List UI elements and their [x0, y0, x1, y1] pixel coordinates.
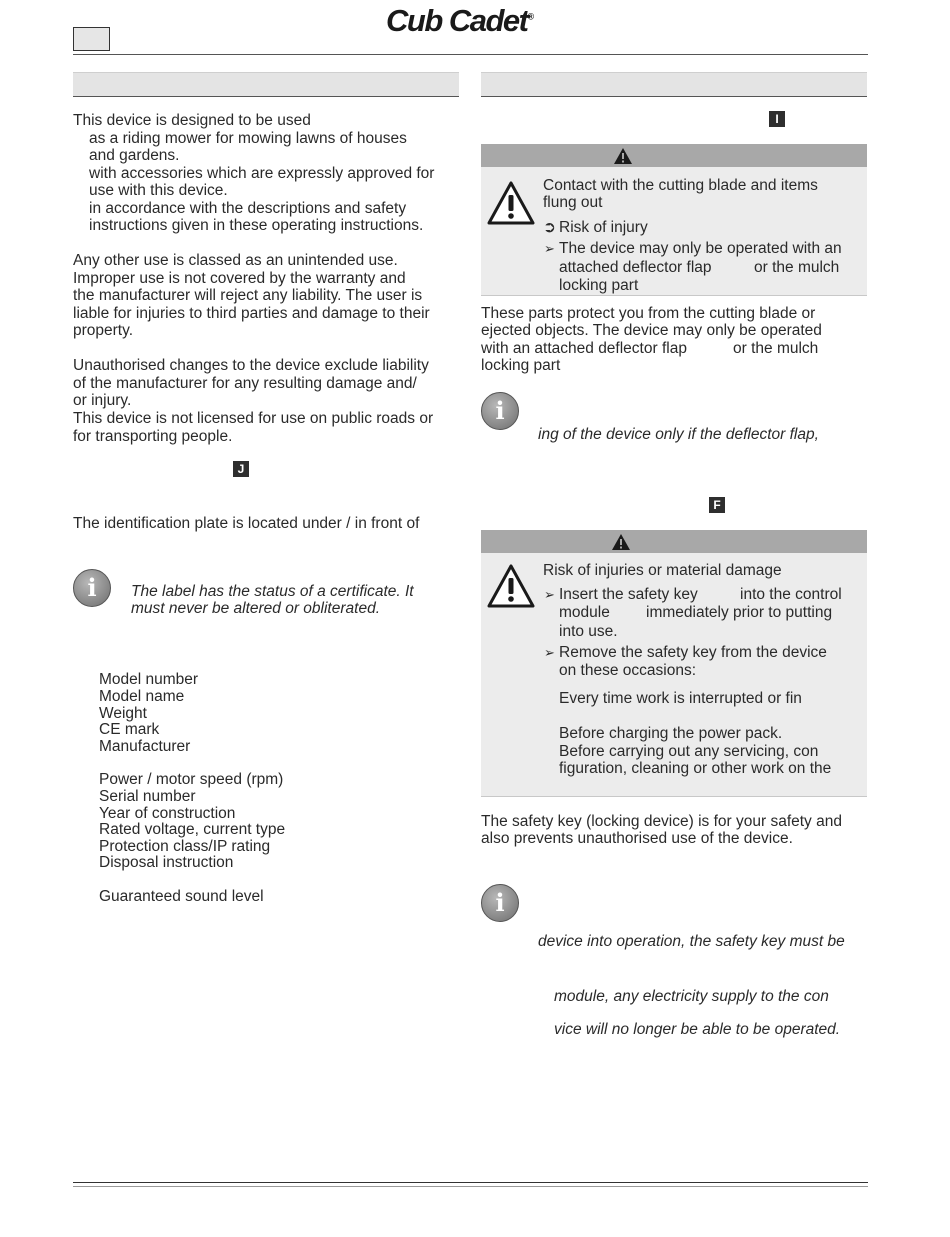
warning-action-text: locking part: [559, 277, 639, 294]
warning-key-action: module: [559, 604, 610, 621]
brand-logo: Cub Cadet®: [386, 3, 535, 38]
warning-key-line: Risk of injuries or material damage: [543, 562, 782, 579]
warning-action-text: attached deflector flap: [559, 259, 712, 276]
unintended-use-text: the manufacturer will reject any liability. The user is: [73, 287, 423, 304]
info-note-safety-key: module, any electricity supply to the con: [554, 988, 829, 1005]
liability-text: Unauthorised changes to the device exclude liability: [73, 357, 429, 374]
warning-action-text: The device may only be operated with an: [559, 240, 842, 257]
unintended-use-text: Any other use is classed as an unintended use.: [73, 252, 398, 269]
protective-parts-text: locking part: [481, 357, 561, 374]
plate-item: Serial number: [99, 788, 196, 805]
plate-item: Rated voltage, current type: [99, 821, 286, 838]
info-note-certificate: must never be altered or obliterated.: [131, 600, 380, 617]
warning-key-occasion: figuration, cleaning or other work on the: [559, 760, 832, 777]
safety-key-text: also prevents unauthorised use of the device.: [481, 830, 793, 847]
plate-item: Weight: [99, 705, 147, 722]
warning-key-action: into the control: [740, 586, 842, 603]
info-note-certificate: The label has the status of a certificate. It: [131, 583, 414, 600]
warning-key-action: into use.: [559, 623, 618, 640]
intended-use-intro: This device is designed to be used: [73, 112, 311, 129]
safety-key-text: The safety key (locking device) is for your safety and: [481, 813, 842, 830]
use-bullet: use with this device.: [89, 182, 228, 199]
info-icon: i: [481, 392, 519, 430]
liability-text: or injury.: [73, 392, 132, 409]
risk-of-injury-text: Risk of injury: [559, 219, 648, 236]
risk-marker: ➲: [543, 219, 556, 236]
info-note-safety-key: vice will no longer be able to be operated.: [554, 1021, 841, 1038]
header-rule: [73, 54, 868, 55]
identification-plate-text: The identification plate is located under / in front of: [73, 515, 420, 532]
warning-key-occasion: Before carrying out any servicing, con: [559, 743, 819, 760]
warning-triangle-icon: [611, 533, 631, 551]
plate-item: Year of construction: [99, 805, 236, 822]
plate-item: Power / motor speed (rpm): [99, 771, 284, 788]
unintended-use-text: liable for injuries to third parties and damage to their: [73, 305, 430, 322]
warning-key-occasion: Every time work is interrupted or fin: [559, 690, 802, 707]
footer-rule: [73, 1182, 868, 1183]
warning-key-action: Insert the safety key: [559, 586, 698, 603]
use-bullet: and gardens.: [89, 147, 180, 164]
use-bullet: instructions given in these operating instructions.: [89, 217, 424, 234]
warning-blade-line: Contact with the cutting blade and items: [543, 177, 818, 194]
warning-sign-icon: [487, 564, 535, 608]
plate-item: Manufacturer: [99, 738, 191, 755]
warning-header: [481, 530, 867, 553]
protective-parts-text: or the mulch: [733, 340, 819, 357]
warning-blade-line: flung out: [543, 194, 603, 211]
warning-key-action: on these occasions:: [559, 662, 697, 679]
info-icon: i: [73, 569, 111, 607]
action-marker: ➢: [544, 241, 555, 256]
figure-badge-j: J: [233, 461, 249, 477]
unintended-use-text: property.: [73, 322, 134, 339]
warning-triangle-icon: [613, 147, 633, 165]
warning-sign-icon: [487, 181, 535, 225]
warning-action-text: or the mulch: [754, 259, 840, 276]
protective-parts-text: ejected objects. The device may only be operated: [481, 322, 822, 339]
plate-item: Model number: [99, 671, 199, 688]
left-section-heading-bar: [73, 72, 459, 97]
figure-badge-f: F: [709, 497, 725, 513]
info-note-deflector: ing of the device only if the deflector flap,: [538, 426, 819, 443]
use-bullet: with accessories which are expressly approved for: [89, 165, 435, 182]
warning-header: [481, 144, 867, 167]
liability-text: This device is not licensed for use on public roads or: [73, 410, 434, 427]
right-section-heading-bar: [481, 72, 867, 97]
use-bullet: as a riding mower for mowing lawns of houses: [89, 130, 407, 147]
use-bullet: in accordance with the descriptions and safety: [89, 200, 407, 217]
info-icon: i: [481, 884, 519, 922]
plate-item: Model name: [99, 688, 185, 705]
action-marker: ➢: [544, 587, 555, 602]
footer-rule: [73, 1186, 868, 1187]
figure-badge-i: I: [769, 111, 785, 127]
liability-text: of the manufacturer for any resulting damage and/: [73, 375, 417, 392]
warning-key-occasion: Before charging the power pack.: [559, 725, 783, 742]
plate-item: Disposal instruction: [99, 854, 234, 871]
page-number-box: [73, 27, 110, 51]
plate-item: CE mark: [99, 721, 160, 738]
warning-key-action: Remove the safety key from the device: [559, 644, 827, 661]
warning-key-action: immediately prior to putting: [646, 604, 833, 621]
info-note-safety-key: device into operation, the safety key must be: [538, 933, 845, 950]
liability-text: for transporting people.: [73, 428, 233, 445]
protective-parts-text: These parts protect you from the cutting blade or: [481, 305, 816, 322]
protective-parts-text: with an attached deflector flap: [481, 340, 687, 357]
action-marker: ➢: [544, 645, 555, 660]
unintended-use-text: Improper use is not covered by the warranty and: [73, 270, 406, 287]
plate-item: Guaranteed sound level: [99, 888, 264, 905]
plate-item: Protection class/IP rating: [99, 838, 271, 855]
